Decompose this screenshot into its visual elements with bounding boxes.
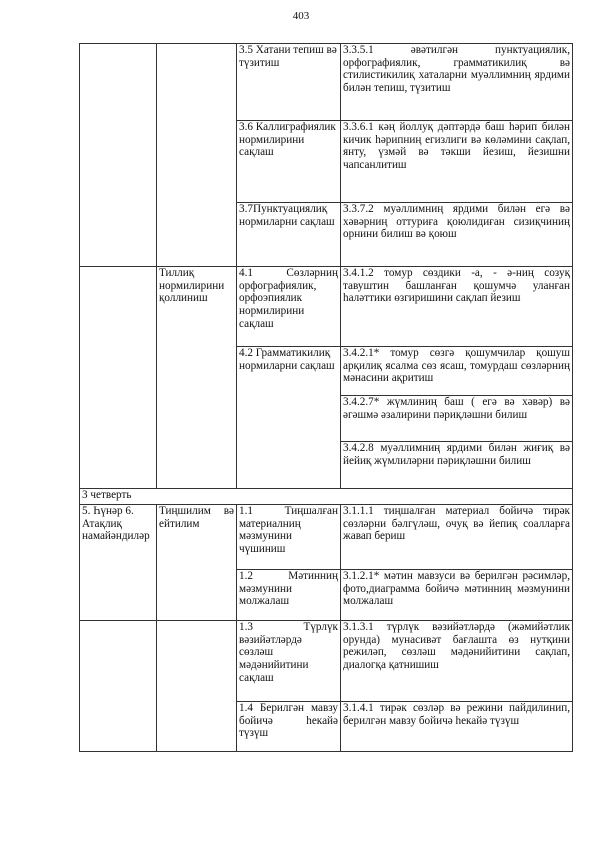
objective-cell: 1.1 Тиңшалған материалниң мәзмунини чүшиниш xyxy=(237,505,341,570)
learning-goal-cell: 3.4.2.1* томур сөзгә қошумчилар қошуш арқилиқ ясалма сөз ясаш, томурдаш сөзләрниң мәнасини ақритиш xyxy=(341,347,573,396)
objective-cell: 4.1 Сөзләрниң орфографиялик, орфоэпиялик нормилирини сақлаш xyxy=(237,267,341,347)
table-row xyxy=(80,505,573,570)
objective-cell: 3.5 Хатани тепиш вә түзитиш xyxy=(237,44,341,121)
learning-goal-cell: 3.4.1.2 томур сөздики -а, - ә-ниң созуқ тавуштин башланған қошумчә уланған һаләттики өзгиришини сақлап йезиш xyxy=(341,267,573,347)
objective-cell: 1.2 Мәтинниң мәзмунини молжалаш xyxy=(237,570,341,621)
learning-goal-cell: 3.3.7.2 муәллимниң ярдими билән егә вә хәвәрниң оттуриға қоюлидиған сизиқчиниң орнини билиш вә қоюш xyxy=(341,203,573,267)
skill-cell: Тиллиқ нормилирини қоллиниш xyxy=(157,267,237,489)
objective-cell: 1.3 Түрлүк вәзийәтләрдә сөзләш мәдәнийитини сақлаш xyxy=(237,621,341,702)
learning-goal-cell: 3.3.6.1 кәң йоллуқ дәптәрдә баш һәрип билән кичик һәрипниң егизлиги вә көләмини сақлап, янту, үзмәй вә тәкши йезиш, йезишни чапсанлитиш xyxy=(341,121,573,203)
learning-goal-cell: 3.4.2.8 муәллимниң ярдими билән жиғиқ вә йейиқ жүмлиләрни пәриқләшни билиш xyxy=(341,442,573,489)
table-row xyxy=(80,621,573,702)
section-cell-empty xyxy=(80,621,157,752)
objective-cell: 3.6 Каллиграфиялик нормилирини сақлаш xyxy=(237,121,341,203)
curriculum-table xyxy=(79,43,573,752)
page-number: 403 xyxy=(292,10,310,22)
skill-cell-empty xyxy=(157,44,237,267)
learning-goal-cell: 3.4.2.7* жүмлиниң баш ( егә вә хәвәр) вә әгәшмә әзалирини пәриқләшни билиш xyxy=(341,396,573,442)
skill-cell-empty xyxy=(157,621,237,752)
objective-cell: 1.4 Берилгән мавзу бойичә һекайә түзүш xyxy=(237,702,341,752)
section-cell-empty xyxy=(80,267,157,489)
table-row xyxy=(80,44,573,121)
section-cell: 5. Һүнәр 6. Атақлиқ намайәндиләр xyxy=(80,505,157,621)
section-cell-empty xyxy=(80,44,157,267)
objective-cell: 3.7Пунктуациялиқ нормиларни сақлаш xyxy=(237,203,341,267)
table-row xyxy=(80,267,573,347)
learning-goal-cell: 3.1.3.1 түрлүк вәзийәтләрдә (жәмийәтлик орунда) мунасивәт бағлашта өз нутқини режиләп, сөзләш мәдәнийитини сақлап, диалогқа қатнишиш xyxy=(341,621,573,702)
learning-goal-cell: 3.1.2.1* мәтин мавзуси вә берилгән рәсимләр, фото,диаграмма бойичә мәтинниң мәзмунини молжалаш xyxy=(341,570,573,621)
table-row xyxy=(80,489,573,505)
learning-goal-cell: 3.3.5.1 әвәтилгән пунктуациялик, орфографиялик, грамматикилиқ вә стилистикилиқ хаталарни муәллимниң ярдими билән тепиш, түзитиш xyxy=(341,44,573,121)
learning-goal-cell: 3.1.4.1 тирәк сөзләр вә режини пайдилинип, берилгән мавзу бойичә һекайә түзүш xyxy=(341,702,573,752)
learning-goal-cell: 3.1.1.1 тиңшалған материал бойичә тирәк сөзләрни бәлгүләш, очуқ вә йепиқ соалларға жавап бериш xyxy=(341,505,573,570)
objective-cell: 4.2 Грамматикилиқ нормиларни сақлаш xyxy=(237,347,341,489)
skill-cell: Тиңшилим вә ейтилим xyxy=(157,505,237,621)
quarter-label: 3 четверть xyxy=(80,489,573,505)
